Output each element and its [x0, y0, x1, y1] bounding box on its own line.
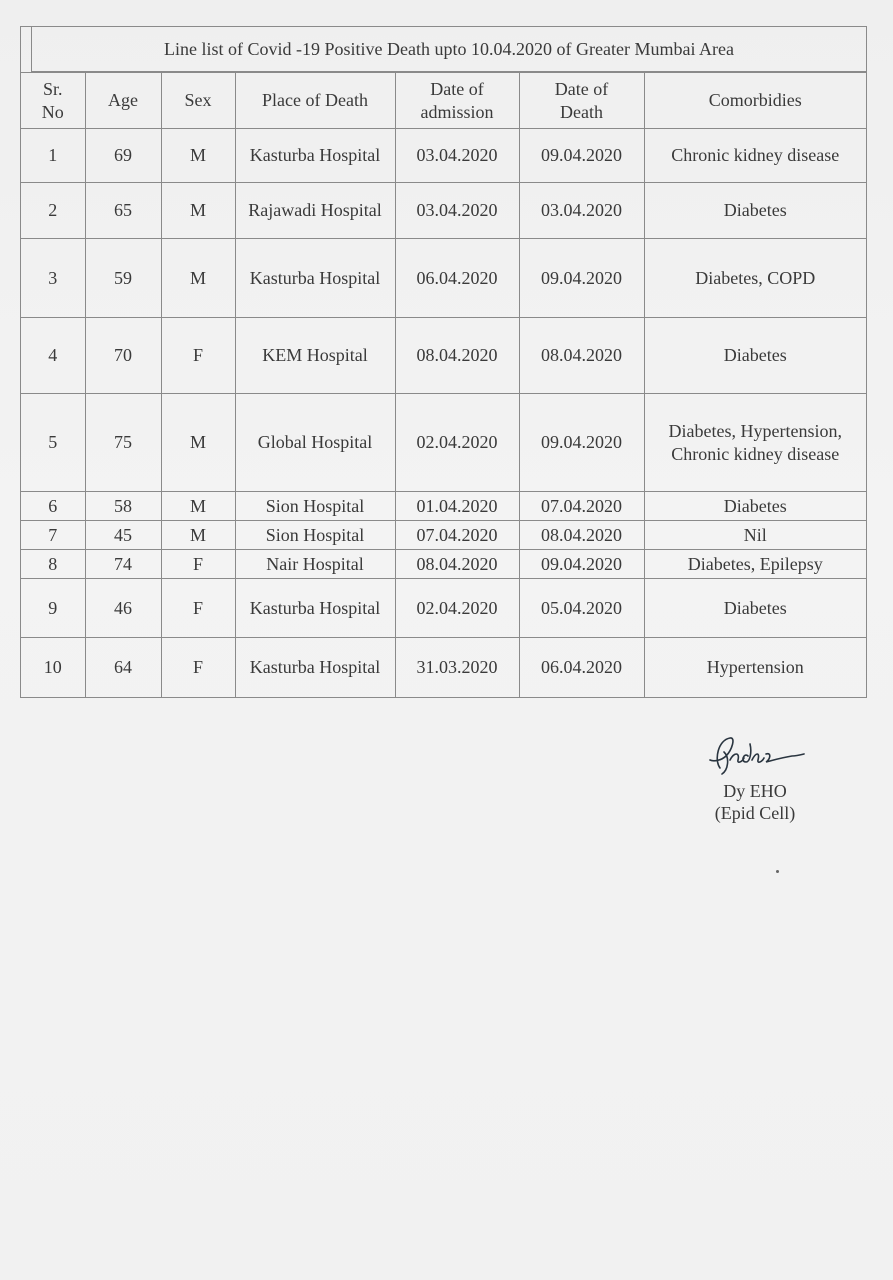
- cell-sr: 7: [21, 521, 85, 550]
- cell-comorbidities: Diabetes: [644, 579, 866, 638]
- cell-comorbidities: Hypertension: [644, 638, 866, 698]
- table-row: [21, 521, 866, 550]
- table-row: [21, 638, 866, 698]
- cell-sr: 10: [21, 638, 85, 698]
- line-list-sheet: [20, 26, 867, 698]
- cell-comorbidities: Diabetes, Epilepsy: [644, 550, 866, 579]
- cell-sex: M: [161, 183, 235, 239]
- cell-admission: 06.04.2020: [395, 239, 519, 318]
- header-comorbidities: Comorbidies: [644, 73, 866, 129]
- cell-place: Kasturba Hospital: [235, 239, 395, 318]
- cell-death: 09.04.2020: [519, 394, 644, 492]
- signature-block: [690, 730, 820, 824]
- cell-admission: 08.04.2020: [395, 550, 519, 579]
- cell-admission: 02.04.2020: [395, 579, 519, 638]
- cell-death: 06.04.2020: [519, 638, 644, 698]
- cell-sr: 9: [21, 579, 85, 638]
- cell-death: 09.04.2020: [519, 550, 644, 579]
- cell-sr: 6: [21, 492, 85, 521]
- table-row: [21, 579, 866, 638]
- cell-place: Global Hospital: [235, 394, 395, 492]
- cell-place: Nair Hospital: [235, 550, 395, 579]
- cell-comorbidities: Diabetes: [644, 183, 866, 239]
- cell-sr: 8: [21, 550, 85, 579]
- cell-sex: F: [161, 579, 235, 638]
- cell-age: 58: [85, 492, 161, 521]
- header-place-of-death: Place of Death: [235, 73, 395, 129]
- cell-death: 09.04.2020: [519, 239, 644, 318]
- cell-admission: 03.04.2020: [395, 183, 519, 239]
- ink-dot: [776, 870, 779, 873]
- cell-comorbidities: Diabetes: [644, 318, 866, 394]
- cell-age: 70: [85, 318, 161, 394]
- cell-sr: 3: [21, 239, 85, 318]
- cell-sex: M: [161, 521, 235, 550]
- cell-age: 69: [85, 129, 161, 183]
- cell-age: 45: [85, 521, 161, 550]
- cell-death: 09.04.2020: [519, 129, 644, 183]
- cell-admission: 01.04.2020: [395, 492, 519, 521]
- table-row: [21, 183, 866, 239]
- cell-place: Kasturba Hospital: [235, 129, 395, 183]
- cell-sr: 4: [21, 318, 85, 394]
- cell-place: Rajawadi Hospital: [235, 183, 395, 239]
- table-header-row: [21, 73, 866, 129]
- cell-age: 64: [85, 638, 161, 698]
- cell-place: Kasturba Hospital: [235, 638, 395, 698]
- cell-sex: M: [161, 492, 235, 521]
- cell-admission: 03.04.2020: [395, 129, 519, 183]
- cell-admission: 08.04.2020: [395, 318, 519, 394]
- cell-sr: 5: [21, 394, 85, 492]
- table-row: [21, 318, 866, 394]
- cell-admission: 07.04.2020: [395, 521, 519, 550]
- header-age: Age: [85, 73, 161, 129]
- cell-admission: 02.04.2020: [395, 394, 519, 492]
- signatory-designation: Dy EHO: [723, 781, 787, 801]
- cell-death: 08.04.2020: [519, 521, 644, 550]
- table-row: [21, 394, 866, 492]
- table-row: [21, 550, 866, 579]
- cell-age: 65: [85, 183, 161, 239]
- cell-place: Sion Hospital: [235, 521, 395, 550]
- cell-comorbidities: Diabetes, COPD: [644, 239, 866, 318]
- cell-sex: F: [161, 550, 235, 579]
- cell-death: 05.04.2020: [519, 579, 644, 638]
- cell-place: KEM Hospital: [235, 318, 395, 394]
- cell-age: 59: [85, 239, 161, 318]
- cell-comorbidities: Diabetes, Hypertension, Chronic kidney disease: [644, 394, 866, 492]
- signatory-unit: (Epid Cell): [714, 803, 796, 823]
- cell-age: 75: [85, 394, 161, 492]
- cell-comorbidities: Diabetes: [644, 492, 866, 521]
- cell-admission: 31.03.2020: [395, 638, 519, 698]
- cell-comorbidities: Chronic kidney disease: [644, 129, 866, 183]
- header-sex: Sex: [161, 73, 235, 129]
- cell-death: 07.04.2020: [519, 492, 644, 521]
- cell-sex: M: [161, 129, 235, 183]
- table-row: [21, 129, 866, 183]
- cell-sr: 2: [21, 183, 85, 239]
- cell-age: 74: [85, 550, 161, 579]
- table-row: [21, 492, 866, 521]
- cell-sex: F: [161, 318, 235, 394]
- document-title: Line list of Covid -19 Positive Death upto 10.04.2020 of Greater Mumbai Area: [31, 27, 866, 72]
- handwritten-signature: [700, 730, 810, 780]
- cell-sr: 1: [21, 129, 85, 183]
- cell-sex: M: [161, 239, 235, 318]
- header-sr-no: Sr. No: [21, 73, 85, 129]
- table-row: [21, 239, 866, 318]
- cell-age: 46: [85, 579, 161, 638]
- death-line-list-table: [21, 72, 866, 698]
- cell-place: Sion Hospital: [235, 492, 395, 521]
- cell-sex: F: [161, 638, 235, 698]
- header-date-of-admission: Date of admission: [395, 73, 519, 129]
- cell-sex: M: [161, 394, 235, 492]
- cell-comorbidities: Nil: [644, 521, 866, 550]
- header-date-of-death: Date of Death: [519, 73, 644, 129]
- cell-death: 03.04.2020: [519, 183, 644, 239]
- cell-death: 08.04.2020: [519, 318, 644, 394]
- cell-place: Kasturba Hospital: [235, 579, 395, 638]
